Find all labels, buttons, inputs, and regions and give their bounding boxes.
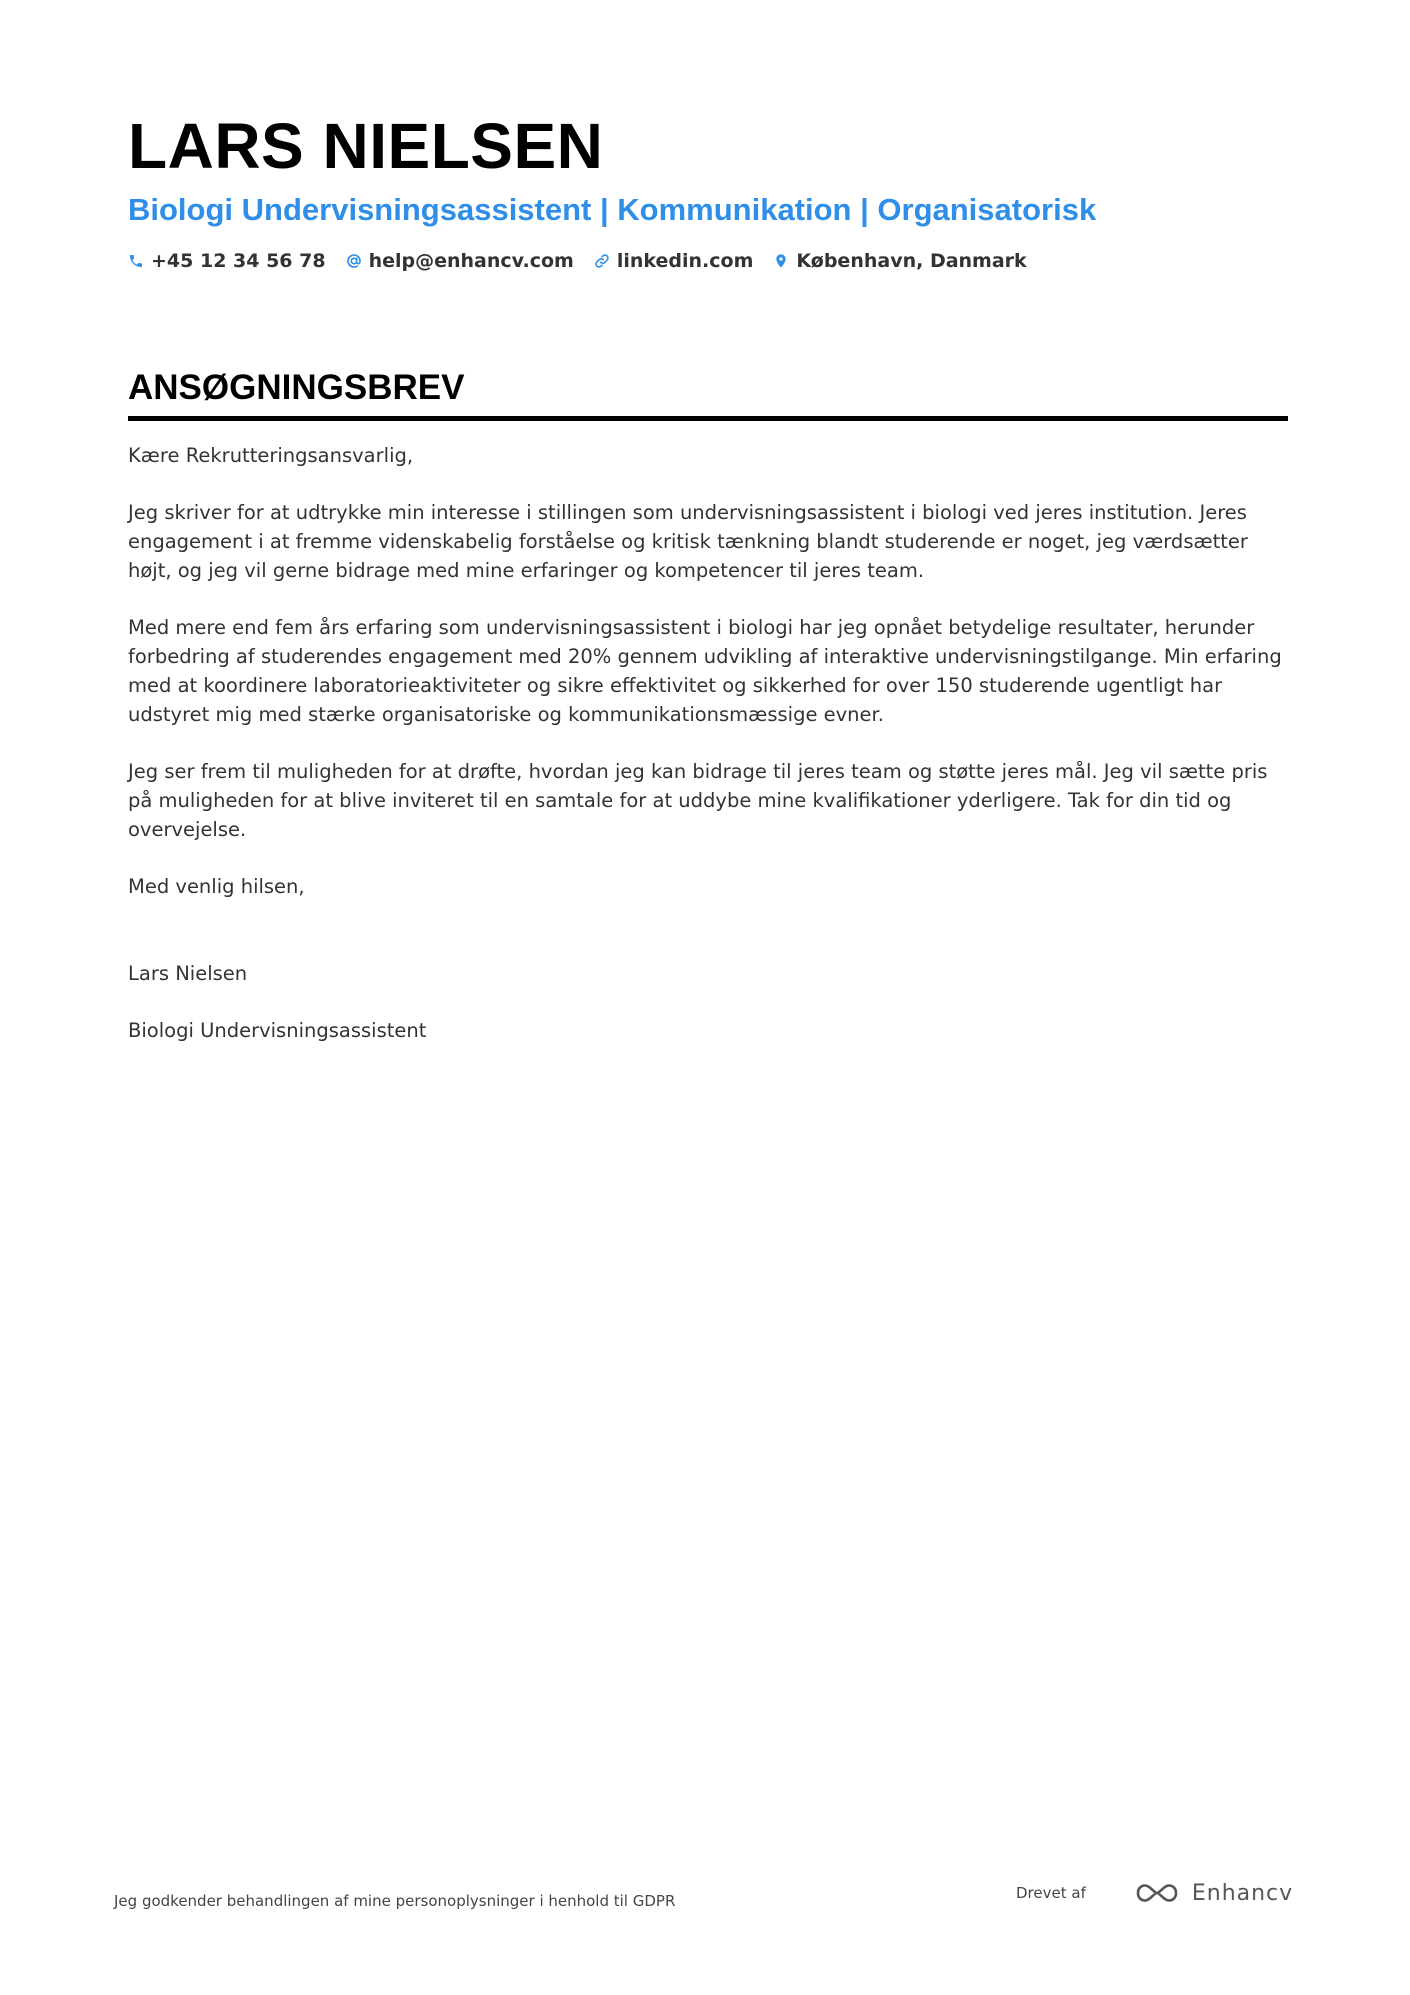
email-address[interactable]: help@enhancv.com: [368, 250, 574, 272]
section-title: ANSØGNINGSBREV: [128, 366, 1288, 421]
contact-location: [773, 250, 1026, 272]
signature-title: Biologi Undervisningsassistent: [128, 1019, 427, 1042]
letter-paragraph: Med mere end fem års erfaring som undervisningsassistent i biologi har jeg opnået betydelige resultater, herunder forbedring af studerendes engagement med 20% gennem udvikling af interaktive undervisningstilgange. Min erfaring med at koordinere laboratorieaktiviteter og sikre effektivitet og sikkerhed for over 150 studerende ugentligt har udstyret mig med stærke organisatoriske og kommunikationsmæssige evner.: [128, 616, 1282, 726]
phone-number: +45 12 34 56 78: [151, 250, 326, 272]
letter-paragraph: Jeg skriver for at udtrykke min interesse i stillingen som undervisningsassistent i biologi ved jeres institution. Jeres engagement i at fremme videnskabelig forståelse og kritisk tænkning blandt studerende er noget, jeg værdsætter højt, og jeg vil gerne bidrage med mine erfaringer og kompetencer til jeres team.: [128, 501, 1248, 582]
letter-closing: Med venlig hilsen,: [128, 875, 305, 898]
contact-email[interactable]: [346, 250, 574, 272]
phone-icon: [128, 253, 144, 269]
brand-logo[interactable]: [1134, 1880, 1293, 1906]
signature-name: Lars Nielsen: [128, 962, 248, 985]
letter-paragraph: Jeg ser frem til muligheden for at drøfte, hvordan jeg kan bidrage til jeres team og støtte jeres mål. Jeg vil sætte pris på muligheden for at blive inviteret til en samtale for at uddybe mine kvalifikationer yderligere. Tak for din tid og overvejelse.: [128, 760, 1268, 841]
powered-by-label: Drevet af: [1016, 1884, 1086, 1902]
letter-body: [128, 441, 1293, 1073]
link-icon: [594, 253, 610, 269]
location-text: København, Danmark: [796, 250, 1027, 272]
footer-branding: [1016, 1880, 1293, 1906]
contact-link[interactable]: [594, 250, 754, 272]
at-icon: [346, 253, 362, 269]
brand-name: Enhancv: [1191, 1880, 1294, 1906]
applicant-name: LARS NIELSEN: [128, 110, 604, 182]
enhancv-logo-icon: [1134, 1880, 1180, 1906]
location-pin-icon: [773, 253, 789, 269]
header: [128, 108, 1288, 272]
headline: Biologi Undervisningsassistent | Kommunikation | Organisatorisk: [128, 192, 1097, 227]
linkedin-link[interactable]: linkedin.com: [616, 250, 754, 272]
gdpr-consent: Jeg godkender behandlingen af mine personoplysninger i henhold til GDPR: [114, 1892, 676, 1910]
letter-greeting: Kære Rekrutteringsansvarlig,: [128, 444, 414, 467]
contact-bar: [128, 250, 1288, 272]
contact-phone: [128, 250, 326, 272]
